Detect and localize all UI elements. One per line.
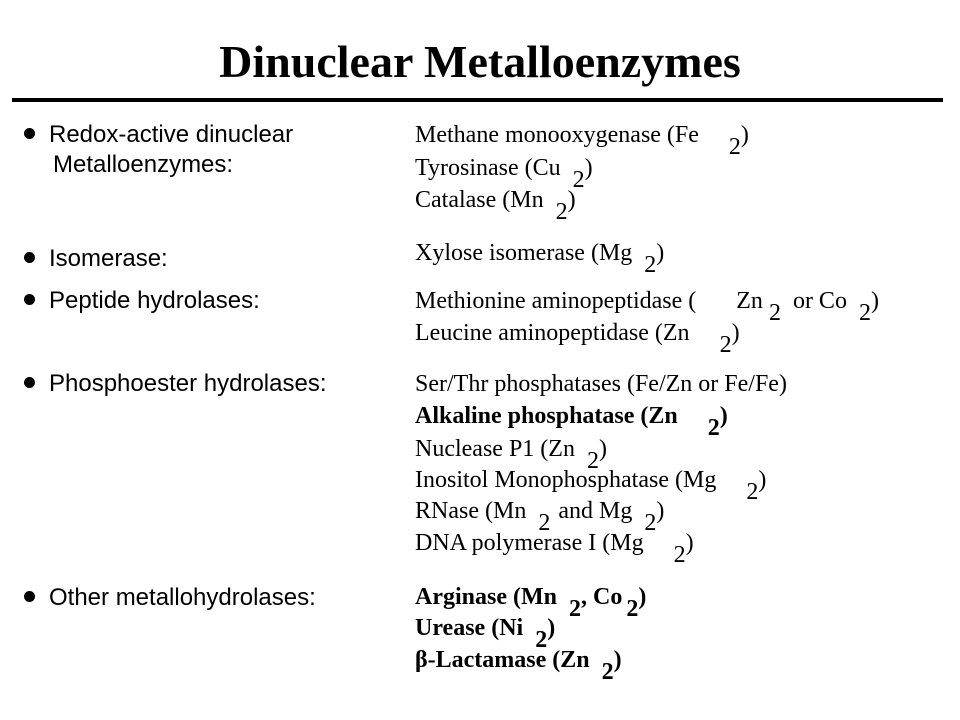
bullet-icon: [24, 252, 35, 263]
category-label: Redox-active dinuclear: [49, 121, 294, 148]
enzyme-tyrosinase: Tyrosinase (Cu 2): [415, 155, 593, 193]
enzyme-alkaline-phosphatase: Alkaline phosphatase (Zn 2): [415, 403, 728, 441]
category-phosphoester-hydrolases: [24, 369, 327, 399]
enzyme-beta-lactamase: β-Lactamase (Zn 2): [415, 647, 622, 685]
bullet-icon: [24, 294, 35, 305]
enzyme-urease: Urease (Ni 2): [415, 615, 556, 653]
category-label: Peptide hydrolases:: [49, 287, 260, 314]
bullet-icon: [24, 377, 35, 388]
enzyme-arginase: Arginase (Mn 2, Co 2): [415, 584, 647, 622]
title-divider: [12, 98, 943, 102]
category-label: Other metallohydrolases:: [49, 584, 316, 611]
enzyme-dna-polymerase-i: DNA polymerase I (Mg 2): [415, 530, 694, 568]
category-peptide-hydrolases: [24, 286, 260, 316]
bullet-icon: [24, 591, 35, 602]
enzyme-inositol-monophosphatase: Inositol Monophosphatase (Mg 2): [415, 467, 767, 505]
enzyme-catalase: Catalase (Mn 2): [415, 187, 576, 225]
enzyme-nuclease-p1: Nuclease P1 (Zn 2): [415, 436, 607, 474]
category-label: Phosphoester hydrolases:: [49, 370, 327, 397]
enzyme-methionine-aminopeptidase: Methionine aminopeptidase ( Zn 2 or Co 2): [415, 288, 879, 326]
enzyme-methane-monooxygenase: Methane monooxygenase (Fe 2): [415, 122, 749, 160]
enzyme-rnase: RNase (Mn 2 and Mg 2): [415, 498, 665, 536]
category-isomerase: [24, 244, 168, 274]
category-label-line2: Metalloenzymes:: [53, 151, 234, 178]
category-other-metallohydrolases: [24, 583, 316, 613]
bullet-icon: [24, 128, 35, 139]
enzyme-ser-thr-phosphatases: Ser/Thr phosphatases (Fe/Zn or Fe/Fe): [415, 371, 787, 397]
enzyme-xylose-isomerase: Xylose isomerase (Mg 2): [415, 240, 665, 278]
category-label: Isomerase:: [49, 245, 168, 272]
enzyme-leucine-aminopeptidase: Leucine aminopeptidase (Zn 2): [415, 320, 740, 358]
slide-title: Dinuclear Metalloenzymes: [219, 36, 741, 87]
category-redox: [24, 120, 293, 180]
